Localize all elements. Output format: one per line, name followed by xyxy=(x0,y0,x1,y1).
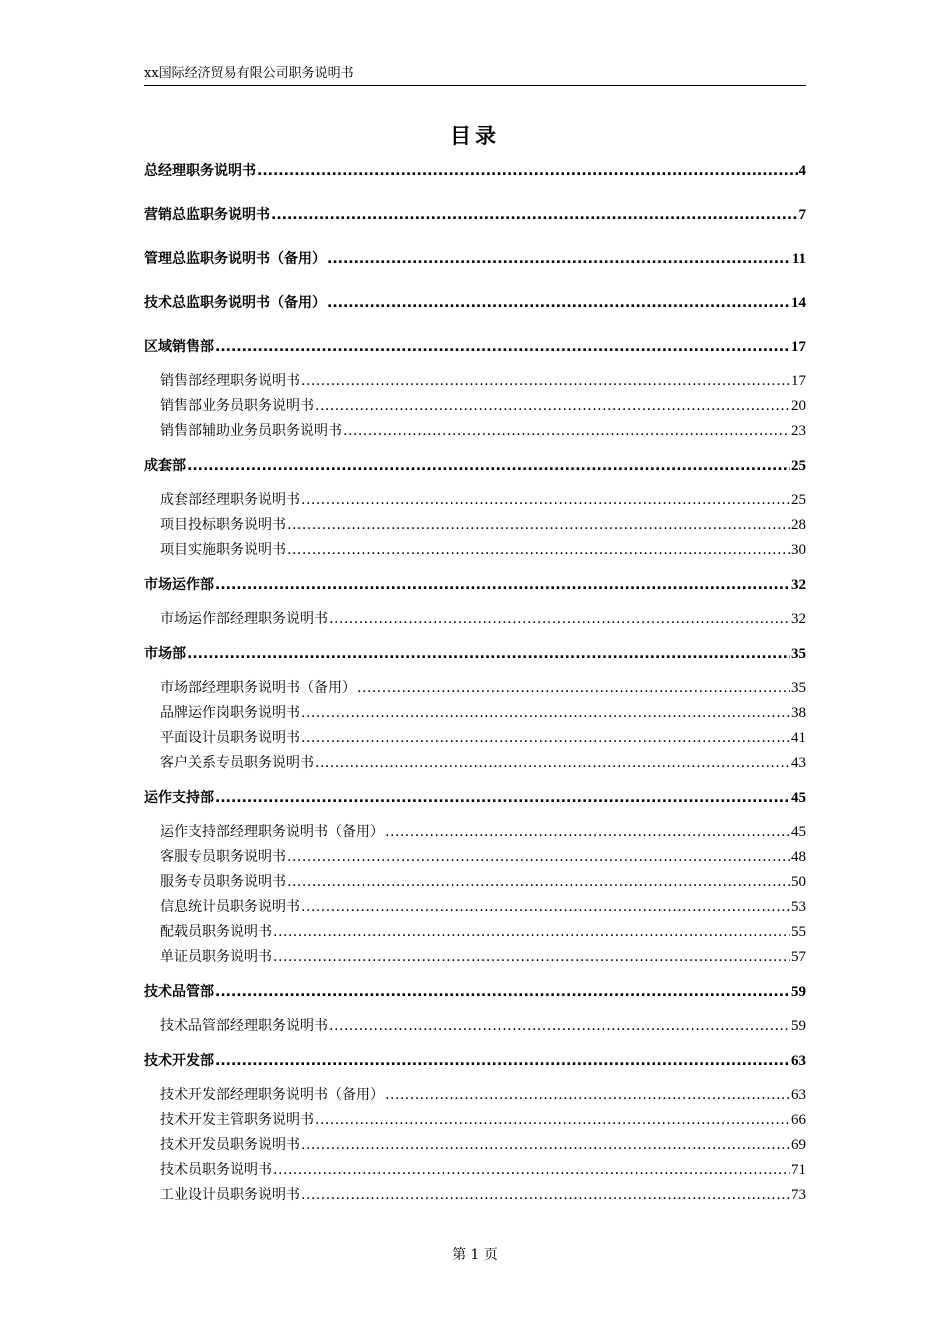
toc-entry[interactable] xyxy=(144,248,806,270)
toc-leader-dots xyxy=(187,643,790,665)
toc-leader-dots xyxy=(343,420,790,442)
toc-entry-label: 技术开发主管职务说明书 xyxy=(160,1112,314,1128)
toc-leader-dots xyxy=(215,981,790,1003)
toc-entry-label: 成套部 xyxy=(144,458,186,474)
toc-leader-dots xyxy=(329,1015,790,1037)
toc-entry-page: 73 xyxy=(791,1187,806,1203)
toc-entry-page: 32 xyxy=(791,577,806,593)
toc-entry[interactable] xyxy=(160,539,806,561)
toc-entry-label: 平面设计员职务说明书 xyxy=(160,730,300,746)
toc-entry-page: 17 xyxy=(791,339,806,355)
toc-entry[interactable] xyxy=(160,946,806,968)
toc-entry-page: 23 xyxy=(791,423,806,439)
toc-leader-dots xyxy=(273,946,790,968)
toc-entry-label: 服务专员职务说明书 xyxy=(160,874,286,890)
toc-entry-page: 4 xyxy=(798,163,806,179)
toc-entry-page: 59 xyxy=(791,1018,806,1034)
toc-entry[interactable] xyxy=(160,1134,806,1156)
toc-entry-label: 技术开发部 xyxy=(144,1053,214,1069)
toc-entry[interactable] xyxy=(144,455,806,477)
toc-entry-page: 43 xyxy=(791,755,806,771)
toc-entry-page: 41 xyxy=(791,730,806,746)
toc-entry[interactable] xyxy=(160,677,806,699)
toc-leader-dots xyxy=(301,370,790,392)
toc-entry[interactable] xyxy=(144,1050,806,1072)
toc-entry-page: 45 xyxy=(791,790,806,806)
toc-entry-label: 市场部经理职务说明书（备用） xyxy=(160,680,356,696)
toc-entry-page: 48 xyxy=(791,849,806,865)
toc-entry-label: 信息统计员职务说明书 xyxy=(160,899,300,915)
toc-leader-dots xyxy=(329,608,790,630)
running-header: xx国际经济贸易有限公司职务说明书 xyxy=(144,66,354,81)
toc-entry[interactable] xyxy=(160,1015,806,1037)
toc-entry-page: 55 xyxy=(791,924,806,940)
toc-entry-label: 运作支持部 xyxy=(144,790,214,806)
toc-entry[interactable] xyxy=(160,420,806,442)
toc-entry[interactable] xyxy=(160,1109,806,1131)
toc-leader-dots xyxy=(301,727,790,749)
toc-leader-dots xyxy=(301,1184,790,1206)
toc-entry[interactable] xyxy=(160,1159,806,1181)
toc-leader-dots xyxy=(215,1050,790,1072)
toc-entry-page: 32 xyxy=(791,611,806,627)
toc-entry-label: 技术员职务说明书 xyxy=(160,1162,272,1178)
toc-entry[interactable] xyxy=(144,787,806,809)
toc-entry-label: 市场运作部 xyxy=(144,577,214,593)
toc-entry-page: 50 xyxy=(791,874,806,890)
toc-leader-dots xyxy=(287,514,790,536)
page-footer: 第 1 页 xyxy=(452,1247,498,1263)
toc-leader-dots xyxy=(187,455,790,477)
toc-entry-page: 17 xyxy=(791,373,806,389)
toc-entry-page: 35 xyxy=(791,646,806,662)
toc-entry-page: 11 xyxy=(791,251,806,267)
toc-leader-dots xyxy=(315,1109,790,1131)
toc-entry[interactable] xyxy=(144,160,806,182)
toc-leader-dots xyxy=(301,896,790,918)
toc-leader-dots xyxy=(287,539,790,561)
toc-entry-label: 技术品管部 xyxy=(144,984,214,1000)
toc-leader-dots xyxy=(385,821,790,843)
toc-entry-label: 项目投标职务说明书 xyxy=(160,517,286,533)
toc-entry-label: 销售部辅助业务员职务说明书 xyxy=(160,423,342,439)
toc-leader-dots xyxy=(287,871,790,893)
toc-entry[interactable] xyxy=(160,896,806,918)
toc-leader-dots xyxy=(273,921,790,943)
toc-entry-page: 53 xyxy=(791,899,806,915)
toc-entry[interactable] xyxy=(160,921,806,943)
toc-entry[interactable] xyxy=(160,370,806,392)
toc-leader-dots xyxy=(357,677,790,699)
toc-entry-label: 销售部业务员职务说明书 xyxy=(160,398,314,414)
toc-entry-label: 市场部 xyxy=(144,646,186,662)
toc-entry-label: 配载员职务说明书 xyxy=(160,924,272,940)
toc-entry-label: 营销总监职务说明书 xyxy=(144,207,270,223)
toc-entry[interactable] xyxy=(160,871,806,893)
toc-entry-page: 35 xyxy=(791,680,806,696)
toc-entry[interactable] xyxy=(144,981,806,1003)
toc-entry-label: 技术总监职务说明书（备用） xyxy=(144,295,326,311)
toc-entry[interactable] xyxy=(160,727,806,749)
toc-entry[interactable] xyxy=(160,395,806,417)
toc-entry-label: 运作支持部经理职务说明书（备用） xyxy=(160,824,384,840)
toc-leader-dots xyxy=(301,702,790,724)
toc-leader-dots xyxy=(385,1084,790,1106)
toc-entry-page: 25 xyxy=(791,492,806,508)
toc-leader-dots xyxy=(257,160,798,182)
toc-entry-label: 品牌运作岗职务说明书 xyxy=(160,705,300,721)
toc-entry-label: 区域销售部 xyxy=(144,339,214,355)
toc-entry-page: 38 xyxy=(791,705,806,721)
toc-leader-dots xyxy=(287,846,790,868)
toc-entry-page: 20 xyxy=(791,398,806,414)
toc-entry[interactable] xyxy=(160,821,806,843)
toc-entry-label: 技术品管部经理职务说明书 xyxy=(160,1018,328,1034)
toc-entry[interactable] xyxy=(160,702,806,724)
toc-entry-label: 工业设计员职务说明书 xyxy=(160,1187,300,1203)
toc-entry-page: 30 xyxy=(791,542,806,558)
toc-leader-dots xyxy=(327,248,791,270)
toc-entry[interactable] xyxy=(144,643,806,665)
toc-entry-page: 71 xyxy=(791,1162,806,1178)
toc-leader-dots xyxy=(271,204,798,226)
toc-entry-label: 成套部经理职务说明书 xyxy=(160,492,300,508)
toc-leader-dots xyxy=(215,787,790,809)
toc-leader-dots xyxy=(315,752,790,774)
toc-entry-label: 客服专员职务说明书 xyxy=(160,849,286,865)
toc-entry-page: 7 xyxy=(798,207,806,223)
toc-entry-label: 管理总监职务说明书（备用） xyxy=(144,251,326,267)
toc-entry-page: 25 xyxy=(791,458,806,474)
toc-entry-label: 市场运作部经理职务说明书 xyxy=(160,611,328,627)
toc-entry[interactable] xyxy=(144,574,806,596)
toc-entry-label: 总经理职务说明书 xyxy=(144,163,256,179)
toc-entry-page: 63 xyxy=(791,1053,806,1069)
toc-entry[interactable] xyxy=(144,292,806,314)
toc-entry-page: 57 xyxy=(791,949,806,965)
toc-entry-label: 技术开发部经理职务说明书（备用） xyxy=(160,1087,384,1103)
toc-entry[interactable] xyxy=(144,336,806,358)
toc-entry-page: 69 xyxy=(791,1137,806,1153)
toc-entry[interactable] xyxy=(160,514,806,536)
toc-entry[interactable] xyxy=(160,489,806,511)
toc-entry[interactable] xyxy=(160,752,806,774)
toc-entry[interactable] xyxy=(144,204,806,226)
toc-entry-page: 28 xyxy=(791,517,806,533)
toc-leader-dots xyxy=(327,292,790,314)
toc-leader-dots xyxy=(215,336,790,358)
toc-entry[interactable] xyxy=(160,1084,806,1106)
toc-entry-page: 59 xyxy=(791,984,806,1000)
toc-entry-label: 销售部经理职务说明书 xyxy=(160,373,300,389)
toc-leader-dots xyxy=(273,1159,790,1181)
toc-title: 目录 xyxy=(450,124,500,148)
toc-entry-label: 客户关系专员职务说明书 xyxy=(160,755,314,771)
toc-leader-dots xyxy=(301,489,790,511)
toc-entry[interactable] xyxy=(160,1184,806,1206)
toc-entry-label: 单证员职务说明书 xyxy=(160,949,272,965)
toc-entry-label: 技术开发员职务说明书 xyxy=(160,1137,300,1153)
toc-entry-page: 66 xyxy=(791,1112,806,1128)
toc-leader-dots xyxy=(301,1134,790,1156)
toc-entry-page: 45 xyxy=(791,824,806,840)
toc-entry-label: 项目实施职务说明书 xyxy=(160,542,286,558)
toc-entry-page: 63 xyxy=(791,1087,806,1103)
header-rule xyxy=(144,85,806,86)
toc-entry[interactable] xyxy=(160,608,806,630)
toc-entry[interactable] xyxy=(160,846,806,868)
toc-entry-page: 14 xyxy=(791,295,806,311)
toc-leader-dots xyxy=(215,574,790,596)
toc-leader-dots xyxy=(315,395,790,417)
